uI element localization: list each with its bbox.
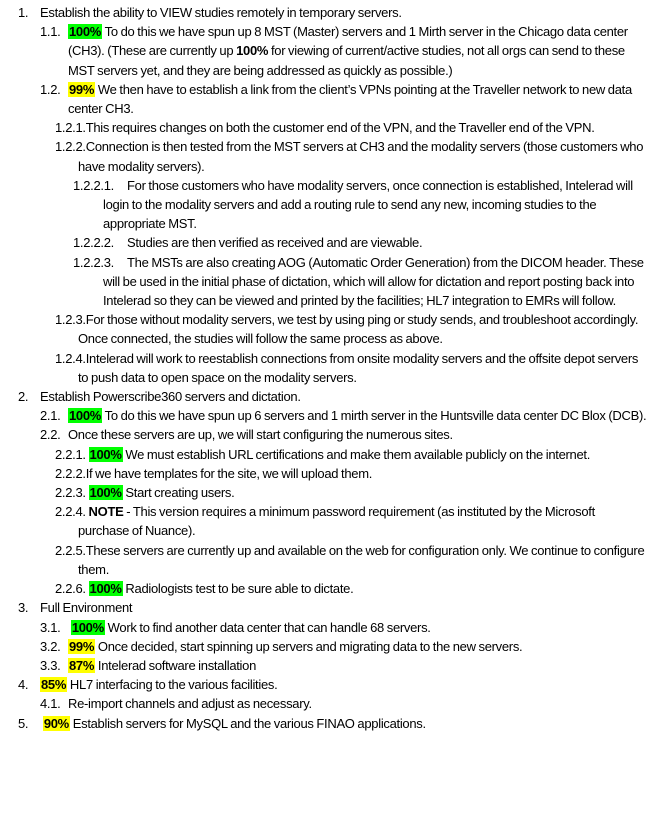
list-item <box>0 349 648 387</box>
text-segment: For those customers who have modality servers, once connection is established, Intelerad will login to the modality servers and add a routing rule to send any new, incoming studies to the appropriate MST. <box>103 177 633 232</box>
list-item <box>0 176 648 234</box>
list-item-number: 2.2.4. <box>55 504 86 520</box>
text-segment: The MSTs are also creating AOG (Automatic Order Generation) from the DICOM header. These will be used in the initial phase of dictation, which will allow for dictation and report posting back into Intelerad so they can be viewed and printed by the facilities; HL7 integration to EMRs will follow. <box>103 254 644 309</box>
list-item-text <box>68 658 256 673</box>
text-segment: Once these servers are up, we will start configuring the numerous sites. <box>68 427 453 443</box>
list-item-number: 2.2.6. <box>55 581 86 597</box>
list-item-number: 1.2.4. <box>55 350 86 366</box>
highlight-badge: 100% <box>69 408 102 424</box>
text-segment: This requires changes on both the customer end of the VPN, and the Traveller end of the VPN. <box>85 120 595 136</box>
text-segment: We must establish URL certifications and make them available publicly on the internet. <box>122 446 591 462</box>
list-item <box>0 310 648 348</box>
text-segment: Studies are then verified as received and are viewable. <box>127 235 423 251</box>
text-segment: NOTE <box>88 504 124 520</box>
text-segment: 100% <box>236 43 269 59</box>
list-item <box>0 656 648 675</box>
list-item-text <box>78 351 638 385</box>
text-segment: Establish servers for MySQL and the various FINAO applications. <box>69 715 426 731</box>
text-segment: These servers are currently up and available on the web for configuration only. We continue to configure them. <box>78 542 645 577</box>
text-segment: Re-import channels and adjust as necessary. <box>68 696 312 712</box>
text-segment: To do this we have spun up 6 servers and 1 mirth server in the Huntsville data center DC Blox (DCB). <box>102 408 647 424</box>
text-segment: Establish the ability to VIEW studies remotely in temporary servers. <box>40 5 402 20</box>
list-item-text <box>78 543 644 577</box>
list-item-text <box>68 82 632 116</box>
list-item-number: 1.2.2.1. <box>73 177 114 193</box>
text-segment: To do this we have spun up 8 MST (Master) servers and 1 Mirth server in the Chicago data center (CH3). (These are currently up <box>68 24 628 59</box>
list-item-number: 3.2. <box>40 638 61 654</box>
text-segment: Connection is then tested from the MST servers at CH3 and the modality servers (those customers who have modality servers). <box>78 139 644 174</box>
text-segment: If we have templates for the site, we will upload them. <box>85 465 373 481</box>
list-item <box>0 714 648 733</box>
text-segment: Full Environment <box>40 600 133 616</box>
list-item-number: 2.2.5. <box>55 542 86 558</box>
highlight-badge: 100% <box>89 446 122 462</box>
list-item-text <box>40 716 426 731</box>
list-item <box>0 3 648 22</box>
list-item-text <box>103 178 633 231</box>
list-item <box>0 406 648 425</box>
list-item-text <box>68 639 522 654</box>
list-item-number: 1.1. <box>40 24 61 40</box>
list-item-text <box>40 5 402 20</box>
highlight-badge: 99% <box>69 638 95 654</box>
list-item <box>0 541 648 579</box>
list-item-text <box>68 620 431 635</box>
list-item <box>0 80 648 118</box>
document-list <box>0 3 648 733</box>
list-item-text <box>86 120 595 135</box>
list-item-text <box>68 696 312 711</box>
list-item <box>0 445 648 464</box>
list-item-number: 3.3. <box>40 657 61 673</box>
list-item-number: 3.1. <box>40 619 61 635</box>
list-item-text <box>40 389 301 404</box>
text-segment: - This version requires a minimum password requirement (as instituted by the Microsoft purchase of Nuance). <box>78 504 595 539</box>
text-segment: Radiologists test to be sure able to dictate. <box>122 581 354 597</box>
list-item <box>0 464 648 483</box>
list-item <box>0 118 648 137</box>
list-item-number: 5. <box>18 715 29 731</box>
list-item-text <box>68 24 628 77</box>
list-item-text <box>86 581 354 596</box>
list-item-number: 1.2.2. <box>55 139 86 155</box>
highlight-badge: 100% <box>69 24 102 40</box>
list-item-number: 1.2.2.2. <box>73 235 114 251</box>
list-item-text <box>78 312 638 346</box>
highlight-badge: 85% <box>41 677 67 693</box>
highlight-badge: 100% <box>71 619 104 635</box>
list-item-text <box>86 466 372 481</box>
list-item-number: 2.2. <box>40 427 61 443</box>
list-item <box>0 387 648 406</box>
list-item <box>0 483 648 502</box>
list-item-number: 3. <box>18 600 29 616</box>
list-item-number: 4.1. <box>40 696 61 712</box>
list-item <box>0 502 648 540</box>
list-item-text <box>127 235 422 250</box>
list-item <box>0 675 648 694</box>
list-item <box>0 425 648 444</box>
list-item <box>0 253 648 311</box>
text-segment: for viewing of current/active studies, not all orgs can send to these MST servers yet, and they are being addressed as quickly as possible.) <box>68 43 625 78</box>
list-item <box>0 618 648 637</box>
list-item-number: 1.2. <box>40 81 61 97</box>
list-item-number: 1.2.1. <box>55 120 86 136</box>
list-item-number: 1.2.3. <box>55 312 86 328</box>
list-item-number: 1. <box>18 5 29 20</box>
list-item-number: 4. <box>18 677 29 693</box>
list-item-text <box>78 139 643 173</box>
list-item-text <box>86 485 235 500</box>
list-item <box>0 22 648 80</box>
text-segment: Work to find another data center that can handle 68 servers. <box>104 619 431 635</box>
list-item-number: 2.2.1. <box>55 446 86 462</box>
list-item-number: 1.2.2.3. <box>73 254 114 270</box>
list-item-text <box>103 255 644 308</box>
list-item-number: 2.1. <box>40 408 61 424</box>
list-item-text <box>68 427 453 442</box>
list-item-text <box>40 677 277 692</box>
highlight-badge: 99% <box>69 81 95 97</box>
list-item-text <box>86 447 590 462</box>
list-item-text <box>78 504 595 538</box>
text-segment: Establish Powerscribe360 servers and dictation. <box>40 389 301 405</box>
list-item-number: 2.2.2. <box>55 465 86 481</box>
text-segment: Once decided, start spinning up servers and migrating data to the new servers. <box>95 638 523 654</box>
list-item <box>0 137 648 175</box>
list-item <box>0 637 648 656</box>
list-item-text <box>40 600 132 615</box>
text-segment: For those without modality servers, we test by using ping or study sends, and troubleshoot accordingly. Once connected, the studies will follow the same process as above. <box>78 312 639 347</box>
text-segment: Intelerad software installation <box>95 657 257 673</box>
highlight-badge: 100% <box>89 485 122 501</box>
list-item-number: 2. <box>18 389 29 405</box>
text-segment: We then have to establish a link from the client’s VPNs pointing at the Traveller network to new data center CH3. <box>68 81 632 117</box>
text-segment: HL7 interfacing to the various facilities. <box>67 677 278 693</box>
list-item-number: 2.2.3. <box>55 485 86 501</box>
list-item <box>0 598 648 617</box>
list-item <box>0 579 648 598</box>
highlight-badge: 87% <box>69 657 95 673</box>
text-segment: Start creating users. <box>122 485 235 501</box>
list-item <box>0 694 648 713</box>
text-segment: Intelerad will work to reestablish connections from onsite modality servers and the offsite depot servers to push data to open space on the modality servers. <box>78 350 639 385</box>
highlight-badge: 90% <box>43 715 69 731</box>
list-item-text <box>68 408 646 423</box>
highlight-badge: 100% <box>89 581 122 597</box>
list-item <box>0 233 648 252</box>
